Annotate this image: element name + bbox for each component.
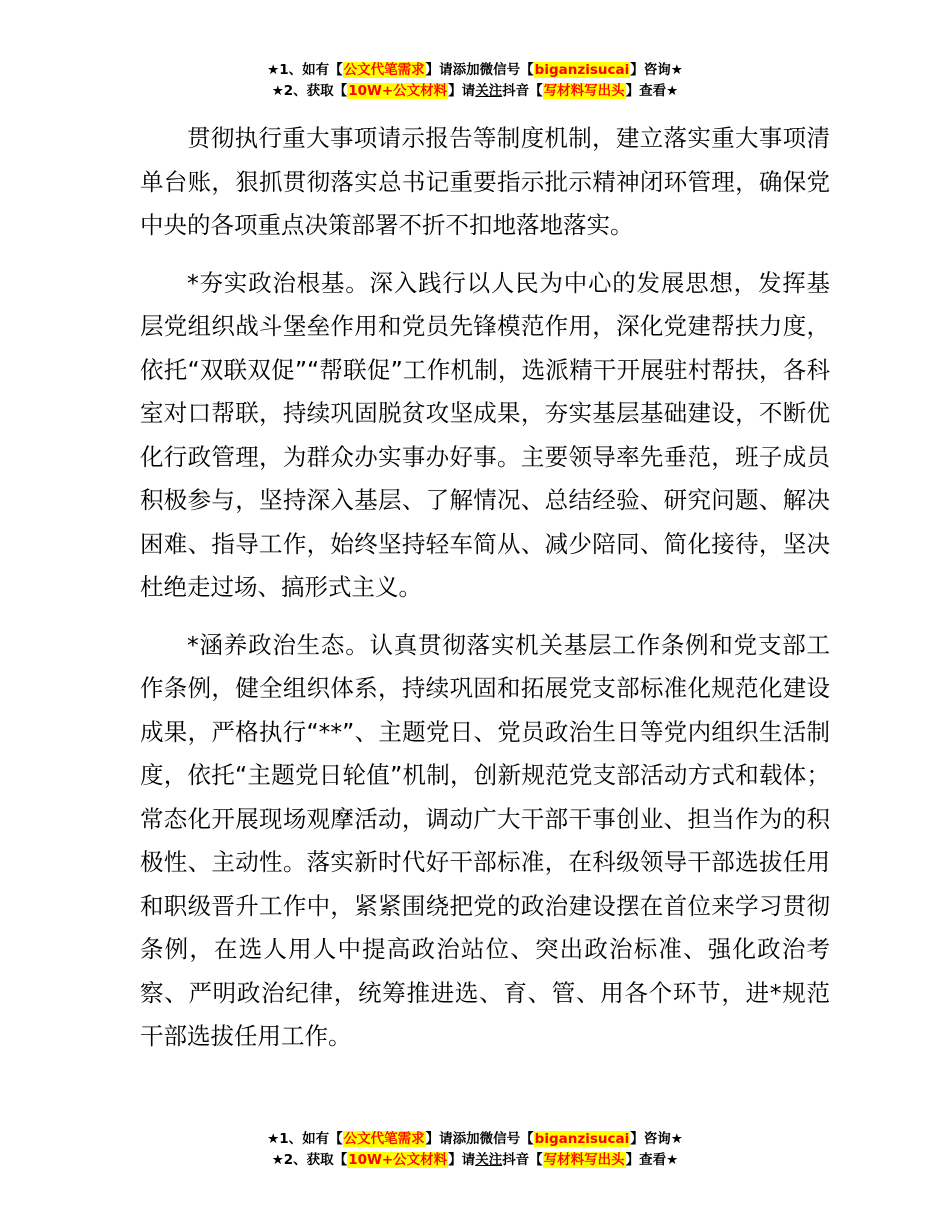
header-line-1-emphasis: 添加 (452, 62, 480, 78)
footer-line-2-prefix: ★2、获取【 (271, 1152, 348, 1168)
header-line-1-suffix: 】咨询★ (630, 62, 683, 78)
paragraph-3: *涵养政治生态。认真贯彻落实机关基层工作条例和党支部工作条例，健全组织体系，持续巩固和拓展党支部标准化规范化建设成果，严格执行“**”、主题党日、党员政治生日等党内组织生活制度，依托“主题党日轮值”机制，创新规范党支部活动方式和载体；常态化开展现场观摩活动，调动广大干部干事创业、担当作为的积极性、主动性。落实新时代好干部标准，在科级领导干部选拔任用和职级晋升工作中，紧紧围绕把党的政治建设摆在首位来学习贯彻条例，在选人用人中提高政治站位、突出政治标准、强化政治考察、严明政治纪律，统筹推进选、育、管、用各个环节，进*规范干部选拔任用工作。 (140, 630, 830, 1050)
footer-line-2-mid2: 抖音【 (502, 1152, 543, 1168)
footer-line-1-suffix: 】咨询★ (630, 1131, 683, 1147)
footer-line-2 (0, 1150, 950, 1171)
footer-line-2-emphasis: 关注 (475, 1152, 503, 1168)
header-line-2-highlight-douyin: 写材料写出头 (543, 83, 625, 99)
header-line-1-mid2: 微信号【 (479, 62, 534, 78)
header-banner (0, 60, 950, 102)
header-line-1-mid: 】请 (425, 62, 453, 78)
footer-banner (0, 1129, 950, 1171)
header-line-1-highlight-wechat: biganzisucai (534, 62, 630, 78)
header-line-1 (0, 60, 950, 81)
header-line-2-emphasis: 关注 (475, 83, 503, 99)
footer-line-1 (0, 1129, 950, 1150)
paragraph-2: *夯实政治根基。深入践行以人民为中心的发展思想，发挥基层党组织战斗堡垒作用和党员先锋模范作用，深化党建帮扶力度，依托“双联双促”“帮联促”工作机制，选派精干开展驻村帮扶，各科室对口帮联，持续巩固脱贫攻坚成果，夯实基层基础建设，不断优化行政管理，为群众办实事办好事。主要领导率先垂范，班子成员积极参与，坚持深入基层、了解情况、总结经验、研究问题、解决困难、指导工作，始终坚持轻车简从、减少陪同、简化接待，坚决杜绝走过场、搞形式主义。 (140, 268, 830, 601)
header-line-2-mid2: 抖音【 (502, 83, 543, 99)
footer-line-2-highlight-materials: 10W+公文材料 (348, 1152, 448, 1168)
header-line-2 (0, 81, 950, 102)
footer-line-2-suffix: 】查看★ (625, 1152, 679, 1168)
document-body (140, 117, 830, 1073)
header-line-2-prefix: ★2、获取【 (271, 83, 348, 99)
footer-line-2-highlight-douyin: 写材料写出头 (543, 1152, 625, 1168)
header-line-2-mid: 】请 (448, 83, 476, 99)
footer-line-2-mid: 】请 (448, 1152, 476, 1168)
footer-line-1-prefix: ★1、如有【 (267, 1131, 343, 1147)
header-line-2-suffix: 】查看★ (625, 83, 679, 99)
footer-line-1-highlight-service: 公文代笔需求 (343, 1131, 425, 1147)
header-line-2-highlight-materials: 10W+公文材料 (348, 83, 448, 99)
header-line-1-highlight-service: 公文代笔需求 (343, 62, 425, 78)
paragraph-1: 贯彻执行重大事项请示报告等制度机制，建立落实重大事项清单台账，狠抓贯彻落实总书记重要指示批示精神闭环管理，确保党中央的各项重点决策部署不折不扣地落地落实。 (140, 124, 830, 239)
footer-line-1-emphasis: 添加 (452, 1131, 480, 1147)
footer-line-1-mid: 】请 (425, 1131, 453, 1147)
footer-line-1-mid2: 微信号【 (479, 1131, 534, 1147)
header-line-1-prefix: ★1、如有【 (267, 62, 343, 78)
footer-line-1-highlight-wechat: biganzisucai (534, 1131, 630, 1147)
